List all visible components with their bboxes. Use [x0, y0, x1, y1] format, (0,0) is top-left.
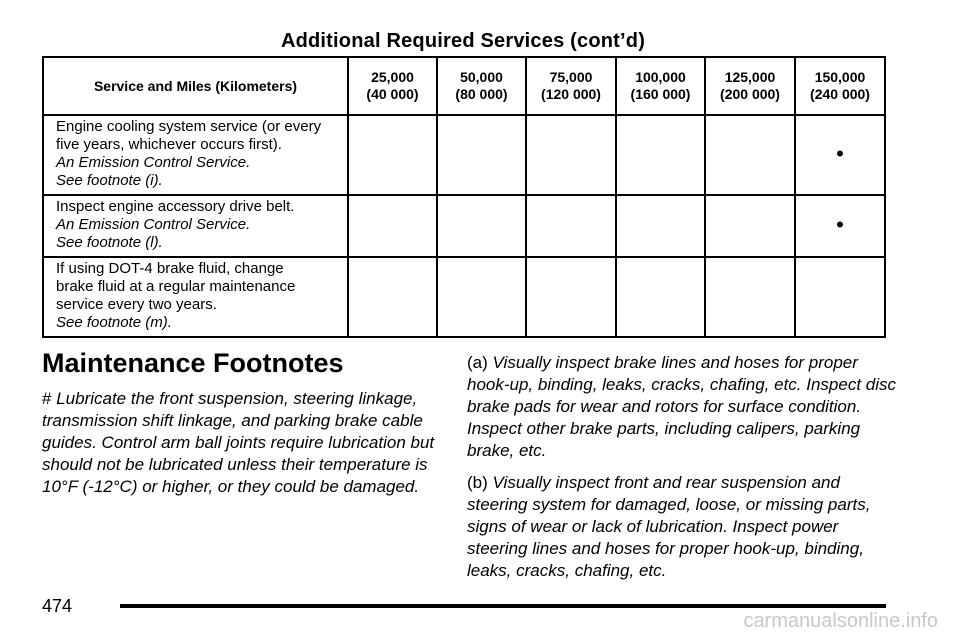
footnote-ref: See footnote (i).	[56, 172, 163, 189]
emission-note: An Emission Control Service.	[56, 154, 251, 171]
service-description	[43, 195, 348, 257]
interval-cell	[795, 195, 885, 257]
emission-note: An Emission Control Service.	[56, 216, 251, 233]
footnotes-left-column	[42, 388, 452, 508]
service-text: Inspect engine accessory drive belt.	[56, 198, 295, 215]
header-col-25000	[348, 57, 437, 115]
interval-cell	[616, 257, 705, 337]
header-miles: 75,000	[549, 69, 593, 85]
interval-cell	[437, 195, 526, 257]
service-text: service every two years.	[56, 296, 217, 313]
header-km: (200 000)	[720, 86, 780, 102]
page-number: 474	[42, 596, 73, 616]
header-km: (40 000)	[366, 86, 419, 102]
header-col-75000	[526, 57, 616, 115]
footnote-text: Visually inspect brake lines and hoses for proper hook-up, binding, leaks, cracks, chafing, etc. Inspect disc brake pads for wear and rotors for surface condition. Inspect other brake parts, including calipers, parking brake, etc.	[467, 353, 897, 460]
service-description	[43, 115, 348, 195]
interval-cell	[526, 115, 616, 195]
footnote-hash	[42, 388, 452, 498]
table-header-row	[43, 57, 885, 115]
header-col-100000	[616, 57, 705, 115]
table-title: Additional Required Services (cont’d)	[280, 30, 646, 52]
interval-cell	[795, 115, 885, 195]
header-col-125000	[705, 57, 795, 115]
interval-cell	[616, 115, 705, 195]
footnotes-heading: Maintenance Footnotes	[42, 348, 344, 378]
footnote-text: Lubricate the front suspension, steering linkage, transmission shift linkage, and parking brake cable guides. Control arm ball joints require lubrication but should not be lubricated unless their temperature is 10°F (-12°C) or higher, or they could be damaged.	[42, 389, 435, 496]
footnotes-right-column	[467, 352, 897, 592]
header-km: (240 000)	[810, 86, 870, 102]
header-col-150000	[795, 57, 885, 115]
footnote-marker: #	[42, 389, 52, 408]
interval-cell	[437, 115, 526, 195]
table-row	[43, 195, 885, 257]
table-row	[43, 115, 885, 195]
service-dot-mark: •	[836, 211, 844, 237]
interval-cell	[526, 195, 616, 257]
header-miles: 50,000	[460, 69, 503, 85]
header-service-miles: Service and Miles (Kilometers)	[43, 57, 348, 115]
header-km: (80 000)	[455, 86, 508, 102]
interval-cell	[616, 195, 705, 257]
header-km: (160 000)	[630, 86, 691, 102]
header-col-50000	[437, 57, 526, 115]
header-miles: 150,000	[814, 69, 866, 85]
footnote-b	[467, 472, 897, 582]
service-text: If using DOT-4 brake fluid, change	[56, 260, 284, 277]
table-row	[43, 257, 885, 337]
interval-cell	[348, 115, 437, 195]
interval-cell	[348, 195, 437, 257]
footnote-a	[467, 352, 897, 462]
footer-rule	[120, 604, 886, 608]
header-km: (120 000)	[541, 86, 601, 102]
maintenance-services-table	[42, 56, 886, 338]
footnote-marker: (a)	[467, 353, 488, 372]
interval-cell	[705, 115, 795, 195]
footnote-ref: See footnote (l).	[56, 234, 163, 251]
watermark: carmanualsonline.info	[743, 610, 938, 632]
service-description	[43, 257, 348, 337]
service-text: Engine cooling system service (or every	[56, 118, 322, 135]
interval-cell	[795, 257, 885, 337]
interval-cell	[705, 257, 795, 337]
interval-cell	[705, 195, 795, 257]
service-text: brake fluid at a regular maintenance	[56, 278, 296, 295]
footnote-text: Visually inspect front and rear suspension and steering system for damaged, loose, or missing parts, signs of wear or lack of lubrication. Inspect power steering lines and hoses for proper hook-up, binding, leaks, cracks, chafing, etc.	[467, 473, 871, 580]
service-dot-mark: •	[836, 140, 844, 166]
interval-cell	[526, 257, 616, 337]
header-miles: 25,000	[371, 69, 414, 85]
footnote-marker: (b)	[467, 473, 488, 492]
interval-cell	[437, 257, 526, 337]
header-miles: 100,000	[635, 69, 686, 85]
interval-cell	[348, 257, 437, 337]
header-miles: 125,000	[724, 69, 776, 85]
footnote-ref: See footnote (m).	[56, 314, 172, 331]
service-text: five years, whichever occurs first).	[56, 136, 282, 153]
